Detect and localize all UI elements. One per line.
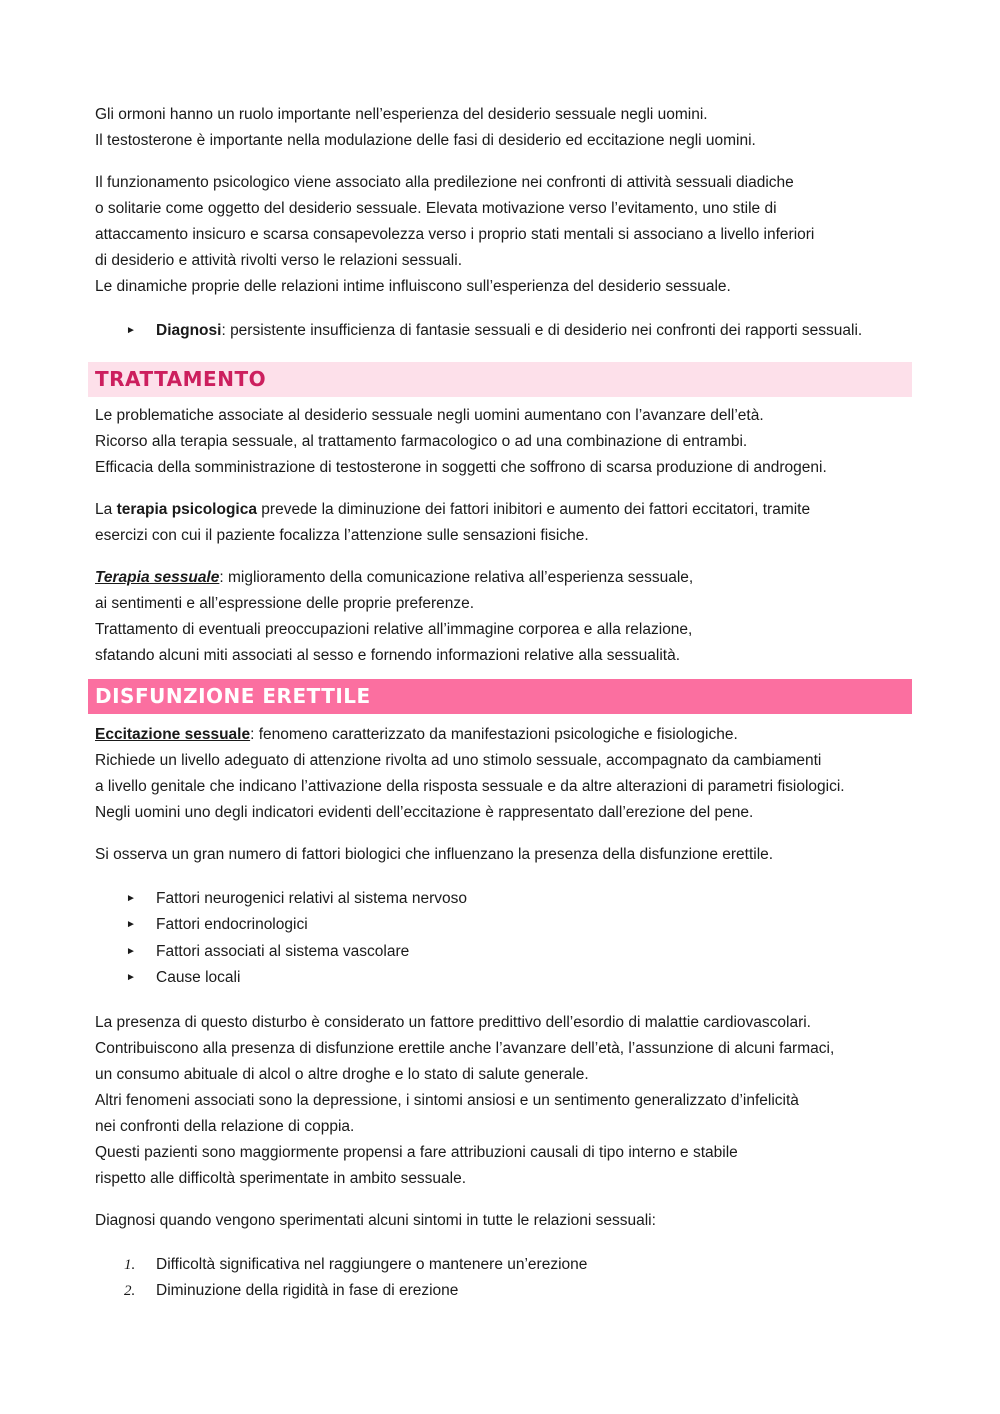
list-item [95, 912, 935, 939]
section-heading-trattamento: TRATTAMENTO [88, 362, 912, 397]
diagnosi-text: : persistente insufficienza di fantasie sessuali e di desiderio nei confronti dei rapporti sessuali. [221, 322, 863, 339]
bullet-icon: ► [126, 945, 136, 957]
paragraph-line [95, 565, 935, 591]
paragraph-line: Diagnosi quando vengono sperimentati alcuni sintomi in tutte le relazioni sessuali: [95, 1211, 656, 1229]
intro-line: Il testosterone è importante nella modulazione delle fasi di desiderio ed eccitazione negli uomini. [95, 132, 756, 149]
paragraph-line: Trattamento di eventuali preoccupazioni relative all’immagine corporea e alla relazione, [95, 620, 693, 638]
list-item-text: Fattori associati al sistema vascolare [156, 942, 410, 960]
underlined-term: Terapia sessuale [95, 568, 220, 586]
list-item [95, 1252, 935, 1279]
list-item-text: Fattori neurogenici relativi al sistema nervoso [156, 889, 467, 907]
paragraph-line: sfatando alcuni miti associati al sesso e fornendo informazioni relative alla sessualità. [95, 646, 680, 664]
paragraph-line: Si osserva un gran numero di fattori biologici che influenzano la presenza della disfunzione erettile. [95, 845, 774, 863]
list-item-text: Fattori endocrinologici [156, 916, 308, 933]
paragraph-line: La presenza di questo disturbo è considerato un fattore predittivo dell’esordio di malattie cardiovascolari. [95, 1013, 811, 1031]
list-item-text: Diminuzione della rigidità in fase di erezione [156, 1282, 459, 1299]
list-item [95, 318, 935, 345]
bullet-icon: ► [126, 325, 136, 336]
list-item-text: Cause locali [156, 969, 241, 986]
underlined-term: Eccitazione sessuale [95, 725, 251, 743]
list-item-text: Difficoltà significativa nel raggiungere o mantenere un’erezione [156, 1255, 588, 1273]
intro-line: Le dinamiche proprie delle relazioni intime influiscono sull’esperienza del desiderio sessuale. [95, 278, 731, 295]
intro-line: di desiderio e attività rivolti verso le relazioni sessuali. [95, 252, 462, 269]
paragraph-line: Efficacia della somministrazione di testosterone in soggetti che soffrono di scarsa produzione di androgeni. [95, 458, 827, 476]
paragraph-line: Contribuiscono alla presenza di disfunzione erettile anche l’avanzare dell’età, l’assunzione di alcuni farmaci, [95, 1039, 835, 1057]
bullet-icon: ► [126, 919, 136, 930]
text-span: : miglioramento della comunicazione relativa all’esperienza sessuale, [219, 568, 694, 586]
text-span: prevede la diminuzione dei fattori inibitori e aumento dei fattori eccitatori, tramite [256, 500, 811, 518]
intro-line: Gli ormoni hanno un ruolo importante nell’esperienza del desiderio sessuale negli uomini. [95, 106, 708, 123]
list-item [95, 939, 935, 966]
list-number: 2. [124, 1283, 136, 1299]
list-item [95, 965, 935, 992]
bullet-icon: ► [126, 892, 136, 904]
bullet-icon: ► [126, 972, 136, 983]
section-heading-disfunzione: DISFUNZIONE ERETTILE [88, 679, 912, 714]
list-item [95, 886, 935, 913]
intro-line: attaccamento insicuro e scarsa consapevolezza verso i proprio stati mentali si associano a livello inferiori [95, 226, 815, 243]
paragraph-line: Richiede un livello adeguato di attenzione rivolta ad uno stimolo sessuale, accompagnato da cambiamenti [95, 751, 822, 769]
page-content [95, 102, 935, 1305]
paragraph-line: rispetto alle difficoltà sperimentate in ambito sessuale. [95, 1169, 467, 1187]
paragraph-line: a livello genitale che indicano l’attivazione della risposta sessuale e da altre alterazioni di parametri fisiologici. [95, 777, 845, 795]
criteria-list [95, 1252, 935, 1305]
bold-term: terapia psicologica [116, 500, 257, 518]
list-number: 1. [124, 1256, 136, 1273]
paragraph-line: ai sentimenti e all’espressione delle proprie preferenze. [95, 594, 475, 612]
intro-line: o solitarie come oggetto del desiderio sessuale. Elevata motivazione verso l’evitamento, uno stile di [95, 200, 777, 217]
list-item [95, 1278, 935, 1305]
paragraph-line [95, 497, 935, 523]
intro-line: Il funzionamento psicologico viene associato alla predilezione nei confronti di attività sessuali diadiche [95, 174, 794, 191]
text-span: La [95, 500, 117, 518]
paragraph-line: esercizi con cui il paziente focalizza l’attenzione sulle sensazioni fisiche. [95, 526, 589, 544]
paragraph-line: nei confronti della relazione di coppia. [95, 1117, 355, 1135]
paragraph-line [95, 722, 935, 748]
diagnosi-list [95, 318, 935, 345]
diagnosi-term: Diagnosi [156, 322, 222, 339]
paragraph-line: Negli uomini uno degli indicatori evidenti dell’eccitazione è rappresentato dall’erezione del pene. [95, 803, 754, 821]
paragraph-line: Le problematiche associate al desiderio sessuale negli uomini aumentano con l’avanzare dell’età. [95, 406, 764, 424]
paragraph-line: Altri fenomeni associati sono la depressione, i sintomi ansiosi e un sentimento generalizzato d’infelicità [95, 1091, 799, 1109]
paragraph-line: Questi pazienti sono maggiormente propensi a fare attribuzioni causali di tipo interno e stabile [95, 1143, 738, 1161]
paragraph-line: Ricorso alla terapia sessuale, al trattamento farmacologico o ad una combinazione di entrambi. [95, 432, 748, 450]
paragraph-line: un consumo abituale di alcol o altre droghe e lo stato di salute generale. [95, 1065, 589, 1083]
text-span: : fenomeno caratterizzato da manifestazioni psicologiche e fisiologiche. [250, 725, 738, 743]
factors-list [95, 886, 935, 992]
